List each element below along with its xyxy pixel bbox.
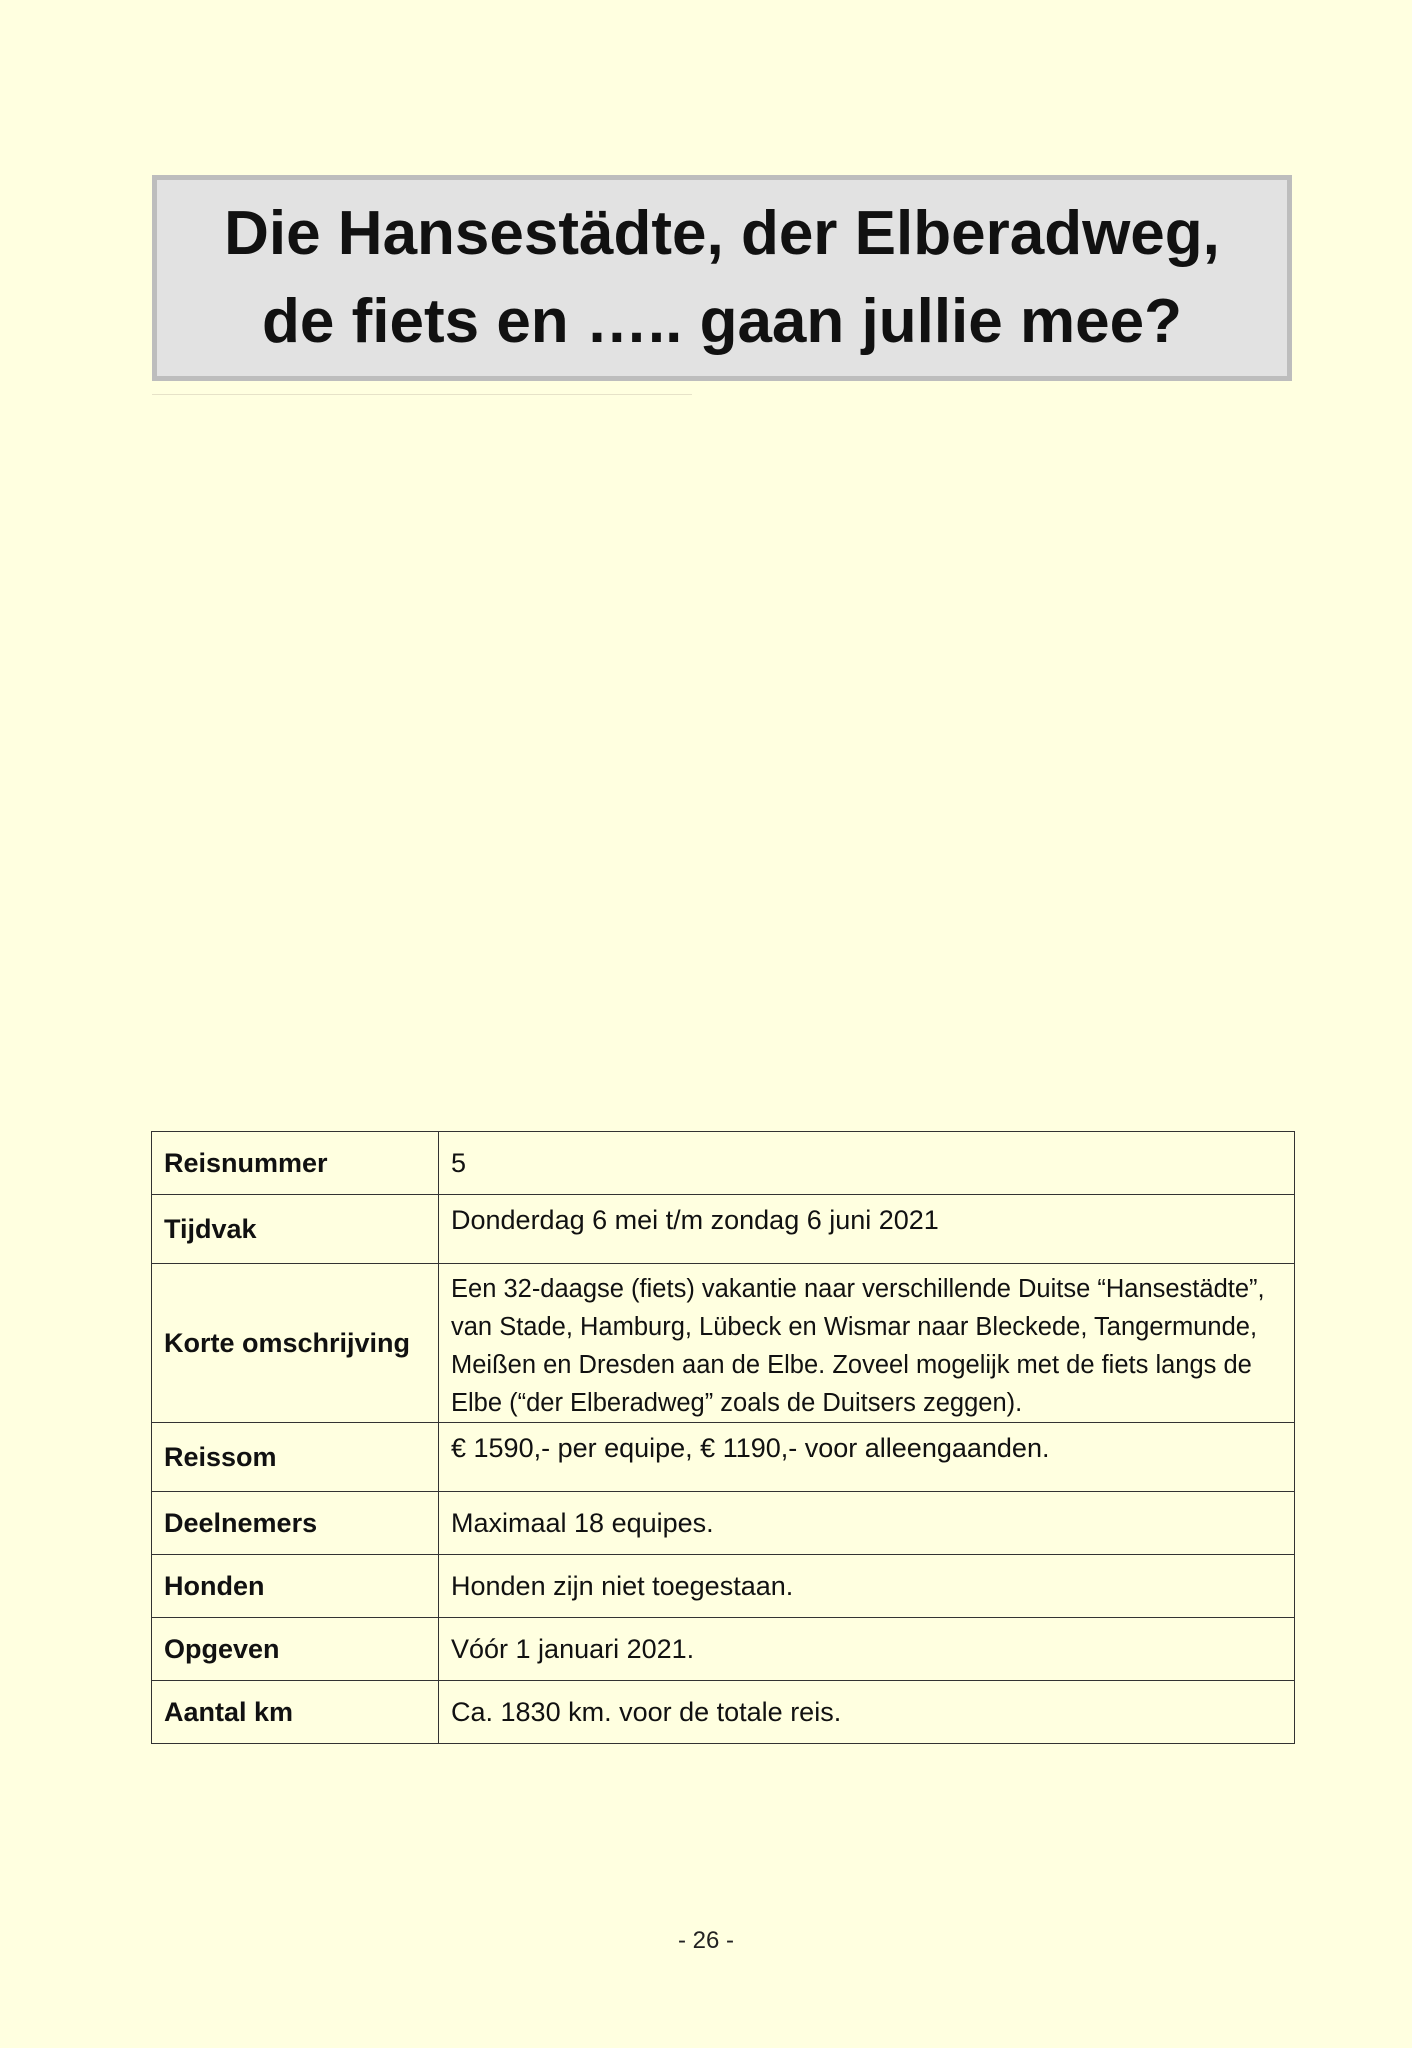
row-label: Opgeven [152,1618,439,1681]
table-row [152,1555,1295,1618]
table-row [152,1423,1295,1492]
row-value: Ca. 1830 km. voor de totale reis. [439,1681,1295,1744]
row-label: Reisnummer [152,1132,439,1195]
row-label: Aantal km [152,1681,439,1744]
row-label: Honden [152,1555,439,1618]
table-row [152,1618,1295,1681]
title-box [152,175,1292,381]
table-row [152,1681,1295,1744]
row-label: Tijdvak [152,1195,439,1264]
table-row [152,1492,1295,1555]
row-label: Reissom [152,1423,439,1492]
page-number: - 26 - [677,1927,734,1954]
row-label: Korte omschrijving [152,1264,439,1423]
table-row [152,1264,1295,1423]
row-value: Vóór 1 januari 2021. [439,1618,1295,1681]
divider [152,394,692,395]
row-value: Donderdag 6 mei t/m zondag 6 juni 2021 [439,1195,1295,1264]
row-value: Maximaal 18 equipes. [439,1492,1295,1555]
table-row [152,1195,1295,1264]
row-value: Een 32-daagse (fiets) vakantie naar verschillende Duitse “Hansestädte”, van Stade, Hamburg, Lübeck en Wismar naar Bleckede, Tangermunde, Meißen en Dresden aan de Elbe. Zoveel mogelijk met de fiets langs de Elbe (“der Elberadweg” zoals de Duitsers zeggen). [439,1264,1295,1423]
row-value: 5 [439,1132,1295,1195]
table-row [152,1132,1295,1195]
row-label: Deelnemers [152,1492,439,1555]
row-value: Honden zijn niet toegestaan. [439,1555,1295,1618]
trip-info-table [151,1131,1295,1744]
row-value: € 1590,- per equipe, € 1190,- voor alleengaanden. [439,1423,1295,1492]
page-title: Die Hansestädte, der Elberadweg, de fiets en ….. gaan jullie mee? [224,199,1220,356]
